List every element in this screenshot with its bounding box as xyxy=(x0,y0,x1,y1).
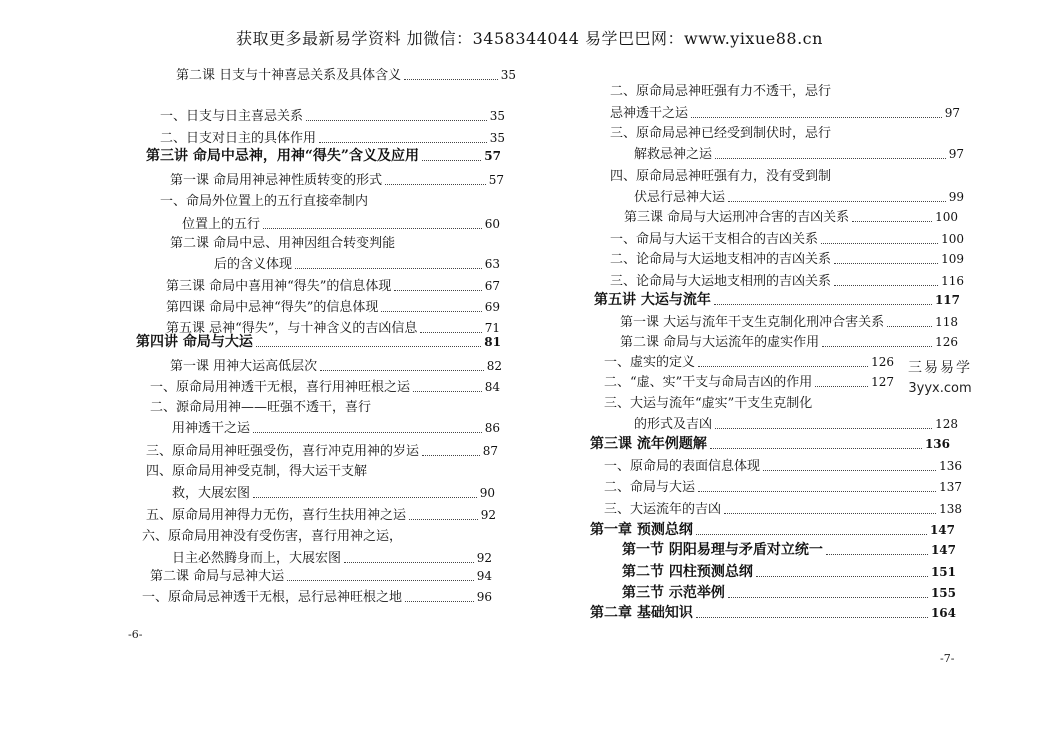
toc-entry xyxy=(150,399,371,416)
toc-entry xyxy=(604,374,894,391)
toc-leader-dots xyxy=(287,580,474,581)
watermark xyxy=(900,357,980,396)
toc-page-number: 128 xyxy=(935,417,958,431)
toc-leader-dots xyxy=(696,534,927,535)
toc-entry xyxy=(610,83,831,100)
toc-page-number: 97 xyxy=(948,147,964,161)
toc-leader-dots xyxy=(698,366,868,367)
toc-entry xyxy=(172,420,500,437)
toc-entry xyxy=(146,443,498,460)
toc-entry-title: 救，大展宏图 xyxy=(172,486,251,501)
toc-leader-dots xyxy=(887,326,932,327)
toc-leader-dots xyxy=(728,597,928,598)
toc-leader-dots xyxy=(409,519,478,520)
toc-page-number: 151 xyxy=(930,565,956,579)
toc-entry xyxy=(610,168,831,185)
toc-page-number: 136 xyxy=(939,459,962,473)
toc-leader-dots xyxy=(698,491,936,492)
toc-entry xyxy=(604,458,962,475)
toc-entry-title: 伏忌行忌神大运 xyxy=(634,190,726,205)
toc-entry xyxy=(620,334,958,351)
toc-page-number: 155 xyxy=(930,586,956,600)
toc-entry-title: 第三课 流年例题解 xyxy=(590,436,707,452)
toc-entry-title: 日主必然腾身而上，大展宏图 xyxy=(172,551,342,566)
toc-entry-title: 第二课 命局与忌神大运 xyxy=(150,569,285,584)
toc-entry xyxy=(634,416,958,433)
toc-entry-title: 二、原命局忌神旺强有力不透干，忌行 xyxy=(610,84,832,99)
toc-entry-title: 第二课 命局中忌、用神因组合转变判能 xyxy=(170,236,396,251)
toc-entry xyxy=(142,589,492,606)
toc-page-number: 99 xyxy=(948,190,964,204)
toc-entry xyxy=(146,148,501,165)
toc-entry xyxy=(634,146,964,163)
toc-page-number: 138 xyxy=(939,502,962,516)
toc-page-number: 97 xyxy=(944,106,960,120)
toc-leader-dots xyxy=(826,554,928,555)
toc-entry xyxy=(166,299,500,316)
toc-entry xyxy=(590,522,955,539)
toc-page-number: 57 xyxy=(488,173,504,187)
toc-entry-title: 二、命局与大运 xyxy=(604,480,696,495)
toc-entry xyxy=(136,334,501,351)
toc-entry xyxy=(604,501,962,518)
toc-page-number: 35 xyxy=(489,131,505,145)
toc-entry-title: 的形式及吉凶 xyxy=(634,417,713,432)
toc-entry xyxy=(604,395,812,412)
toc-entry-title: 五、原命局用神得力无伤，喜行生扶用神之运 xyxy=(146,508,407,523)
toc-page-number: 136 xyxy=(924,437,950,451)
page-header: 获取更多最新易学资料 加微信：3458344044 易学巴巴网：www.yixue88.cn xyxy=(236,29,823,48)
toc-entry-title: 四、原命局用神受克制，得大运干支解 xyxy=(146,464,368,479)
toc-leader-dots xyxy=(420,332,481,333)
toc-entry-title: 二、源命局用神——旺强不透干，喜行 xyxy=(150,400,372,415)
toc-page-number: 100 xyxy=(935,210,958,224)
toc-page-number: 67 xyxy=(484,279,500,293)
toc-leader-dots xyxy=(295,268,482,269)
toc-entry-title: 解救忌神之运 xyxy=(634,147,713,162)
toc-leader-dots xyxy=(381,311,481,312)
toc-entry-title: 一、原命局忌神透干无根，忌行忌神旺根之地 xyxy=(142,590,403,605)
toc-leader-dots xyxy=(253,497,477,498)
toc-entry xyxy=(172,550,492,567)
toc-entry xyxy=(624,209,958,226)
toc-leader-dots xyxy=(715,428,932,429)
toc-page-number: 94 xyxy=(476,569,492,583)
toc-entry xyxy=(604,354,894,371)
toc-page-number: 87 xyxy=(482,444,498,458)
toc-leader-dots xyxy=(710,448,922,449)
toc-entry xyxy=(172,485,495,502)
toc-leader-dots xyxy=(319,142,487,143)
toc-entry-title: 三、大运与流年“虚实”干支生克制化 xyxy=(604,396,813,411)
toc-entry xyxy=(150,568,492,585)
toc-page-number: 100 xyxy=(941,232,964,246)
toc-page-number: 147 xyxy=(929,523,955,537)
toc-entry-title: 三、论命局与大运地支相刑的吉凶关系 xyxy=(610,274,832,289)
toc-entry-title: 忌神透干之运 xyxy=(610,106,689,121)
toc-entry-title: 第四课 命局中忌神“得失”的信息体现 xyxy=(166,300,379,315)
toc-entry xyxy=(610,251,964,268)
toc-page-number: 71 xyxy=(484,321,500,335)
toc-page-number: 35 xyxy=(489,109,505,123)
toc-entry xyxy=(182,216,500,233)
toc-entry-title: 第一章 预测总纲 xyxy=(590,522,693,538)
toc-page-number: 126 xyxy=(871,355,894,369)
toc-entry-title: 一、日支与日主喜忌关系 xyxy=(160,109,304,124)
toc-page-number: 117 xyxy=(934,293,960,307)
toc-page-number: 109 xyxy=(941,252,964,266)
toc-entry xyxy=(142,528,402,545)
toc-entry xyxy=(170,358,502,375)
toc-entry xyxy=(150,379,500,396)
toc-page-number: 60 xyxy=(484,217,500,231)
toc-entry xyxy=(170,235,395,252)
toc-entry-title: 三、原命局用神旺强受伤，喜行冲克用神的岁运 xyxy=(146,444,420,459)
toc-entry-title: 二、“虚、实”干支与命局吉凶的作用 xyxy=(604,375,813,390)
toc-entry xyxy=(176,67,516,84)
toc-entry-title: 第二课 日支与十神喜忌关系及具体含义 xyxy=(176,68,402,83)
toc-page-number: 63 xyxy=(484,257,500,271)
toc-entry-title: 用神透干之运 xyxy=(172,421,251,436)
toc-leader-dots xyxy=(404,79,498,80)
toc-page-number: 84 xyxy=(484,380,500,394)
toc-entry xyxy=(160,130,505,147)
toc-page-number: 164 xyxy=(930,606,956,620)
toc-entry xyxy=(610,125,831,142)
toc-page-number: 86 xyxy=(484,421,500,435)
toc-leader-dots xyxy=(696,617,928,618)
toc-entry xyxy=(590,436,950,453)
toc-page-number: 147 xyxy=(930,543,956,557)
toc-page-number: 92 xyxy=(476,551,492,565)
toc-entry-title: 第一课 用神大运高低层次 xyxy=(170,359,318,374)
toc-entry xyxy=(604,479,962,496)
toc-page-number: 96 xyxy=(476,590,492,604)
right-page-number: -7- xyxy=(940,652,955,665)
toc-entry xyxy=(594,292,960,309)
toc-page-number: 90 xyxy=(479,486,495,500)
toc-entry-title: 第三节 示范举例 xyxy=(622,585,725,601)
toc-entry xyxy=(146,507,496,524)
toc-entry-title: 二、日支对日主的具体作用 xyxy=(160,131,317,146)
toc-page-number: 137 xyxy=(939,480,962,494)
toc-entry xyxy=(610,105,960,122)
toc-entry-title: 第五课 忌神“得失”，与十神含义的吉凶信息 xyxy=(166,321,418,336)
toc-entry-title: 第四讲 命局与大运 xyxy=(136,334,253,350)
toc-entry xyxy=(170,172,504,189)
toc-leader-dots xyxy=(763,470,936,471)
toc-page-number: 81 xyxy=(484,335,501,349)
toc-entry-title: 第一节 阴阳易理与矛盾对立统一 xyxy=(622,542,823,558)
toc-leader-dots xyxy=(852,221,932,222)
toc-page-number: 118 xyxy=(935,315,958,329)
toc-entry-title: 位置上的五行 xyxy=(182,217,261,232)
toc-page-number: 57 xyxy=(484,149,501,163)
toc-leader-dots xyxy=(691,117,942,118)
toc-entry xyxy=(160,108,505,125)
toc-entry-title: 第三课 命局与大运刑冲合害的吉凶关系 xyxy=(624,210,850,225)
toc-entry-title: 一、原命局用神透干无根，喜行用神旺根之运 xyxy=(150,380,411,395)
toc-leader-dots xyxy=(715,158,946,159)
toc-entry-title: 后的含义体现 xyxy=(214,257,293,272)
toc-entry-title: 第二章 基础知识 xyxy=(590,605,693,621)
watermark-title: 三易易学 xyxy=(908,360,972,376)
toc-leader-dots xyxy=(815,386,868,387)
toc-page-number: 126 xyxy=(935,335,958,349)
toc-entry xyxy=(166,278,500,295)
toc-entry xyxy=(214,256,500,273)
toc-leader-dots xyxy=(344,562,474,563)
toc-leader-dots xyxy=(413,391,482,392)
toc-entry-title: 第一课 大运与流年干支生克制化刑冲合害关系 xyxy=(620,315,885,330)
toc-leader-dots xyxy=(834,285,938,286)
toc-leader-dots xyxy=(263,228,482,229)
toc-entry-title: 第五讲 大运与流年 xyxy=(594,292,711,308)
watermark-url: 3yyx.com xyxy=(908,381,972,396)
toc-entry-title: 第一课 命局用神忌神性质转变的形式 xyxy=(170,173,383,188)
toc-leader-dots xyxy=(422,160,481,161)
toc-leader-dots xyxy=(256,346,481,347)
toc-leader-dots xyxy=(306,120,487,121)
toc-entry xyxy=(622,542,956,559)
toc-entry-title: 第二课 命局与大运流年的虚实作用 xyxy=(620,335,820,350)
toc-page-number: 92 xyxy=(480,508,496,522)
toc-leader-dots xyxy=(756,576,928,577)
toc-entry-title: 一、虚实的定义 xyxy=(604,355,696,370)
toc-entry-title: 四、原命局忌神旺强有力，没有受到制 xyxy=(610,169,832,184)
toc-entry xyxy=(620,314,958,331)
toc-entry xyxy=(590,605,956,622)
toc-entry-title: 六、原命局用神没有受伤害，喜行用神之运， xyxy=(142,529,403,544)
toc-leader-dots xyxy=(724,513,936,514)
toc-entry xyxy=(622,564,956,581)
toc-leader-dots xyxy=(253,432,482,433)
toc-leader-dots xyxy=(821,243,938,244)
toc-entry xyxy=(610,231,964,248)
toc-entry xyxy=(610,273,964,290)
toc-leader-dots xyxy=(385,184,486,185)
toc-entry-title: 第二节 四柱预测总纲 xyxy=(622,564,753,580)
toc-page-number: 69 xyxy=(484,300,500,314)
toc-leader-dots xyxy=(834,263,938,264)
toc-entry-title: 一、命局外位置上的五行直接牵制内 xyxy=(160,194,369,209)
toc-leader-dots xyxy=(422,455,480,456)
toc-entry xyxy=(634,189,964,206)
toc-page-number: 82 xyxy=(486,359,502,373)
toc-entry-title: 三、大运流年的吉凶 xyxy=(604,502,722,517)
toc-leader-dots xyxy=(394,290,481,291)
toc-leader-dots xyxy=(822,346,932,347)
toc-entry xyxy=(622,585,956,602)
toc-entry-title: 第三讲 命局中忌神，用神“得失”含义及应用 xyxy=(146,148,419,164)
toc-entry xyxy=(160,193,368,210)
toc-page-number: 116 xyxy=(941,274,964,288)
toc-leader-dots xyxy=(405,601,474,602)
toc-leader-dots xyxy=(714,304,932,305)
toc-leader-dots xyxy=(320,370,484,371)
toc-page-number: 35 xyxy=(500,68,516,82)
toc-leader-dots xyxy=(728,201,946,202)
toc-page-number: 127 xyxy=(871,375,894,389)
toc-entry-title: 第三课 命局中喜用神“得失”的信息体现 xyxy=(166,279,392,294)
left-page-number: -6- xyxy=(128,628,143,641)
toc-entry-title: 一、原命局的表面信息体现 xyxy=(604,459,761,474)
toc-entry-title: 三、原命局忌神已经受到制伏时，忌行 xyxy=(610,126,832,141)
toc-entry xyxy=(146,463,367,480)
toc-entry-title: 二、论命局与大运地支相冲的吉凶关系 xyxy=(610,252,832,267)
toc-entry-title: 一、命局与大运干支相合的吉凶关系 xyxy=(610,232,819,247)
